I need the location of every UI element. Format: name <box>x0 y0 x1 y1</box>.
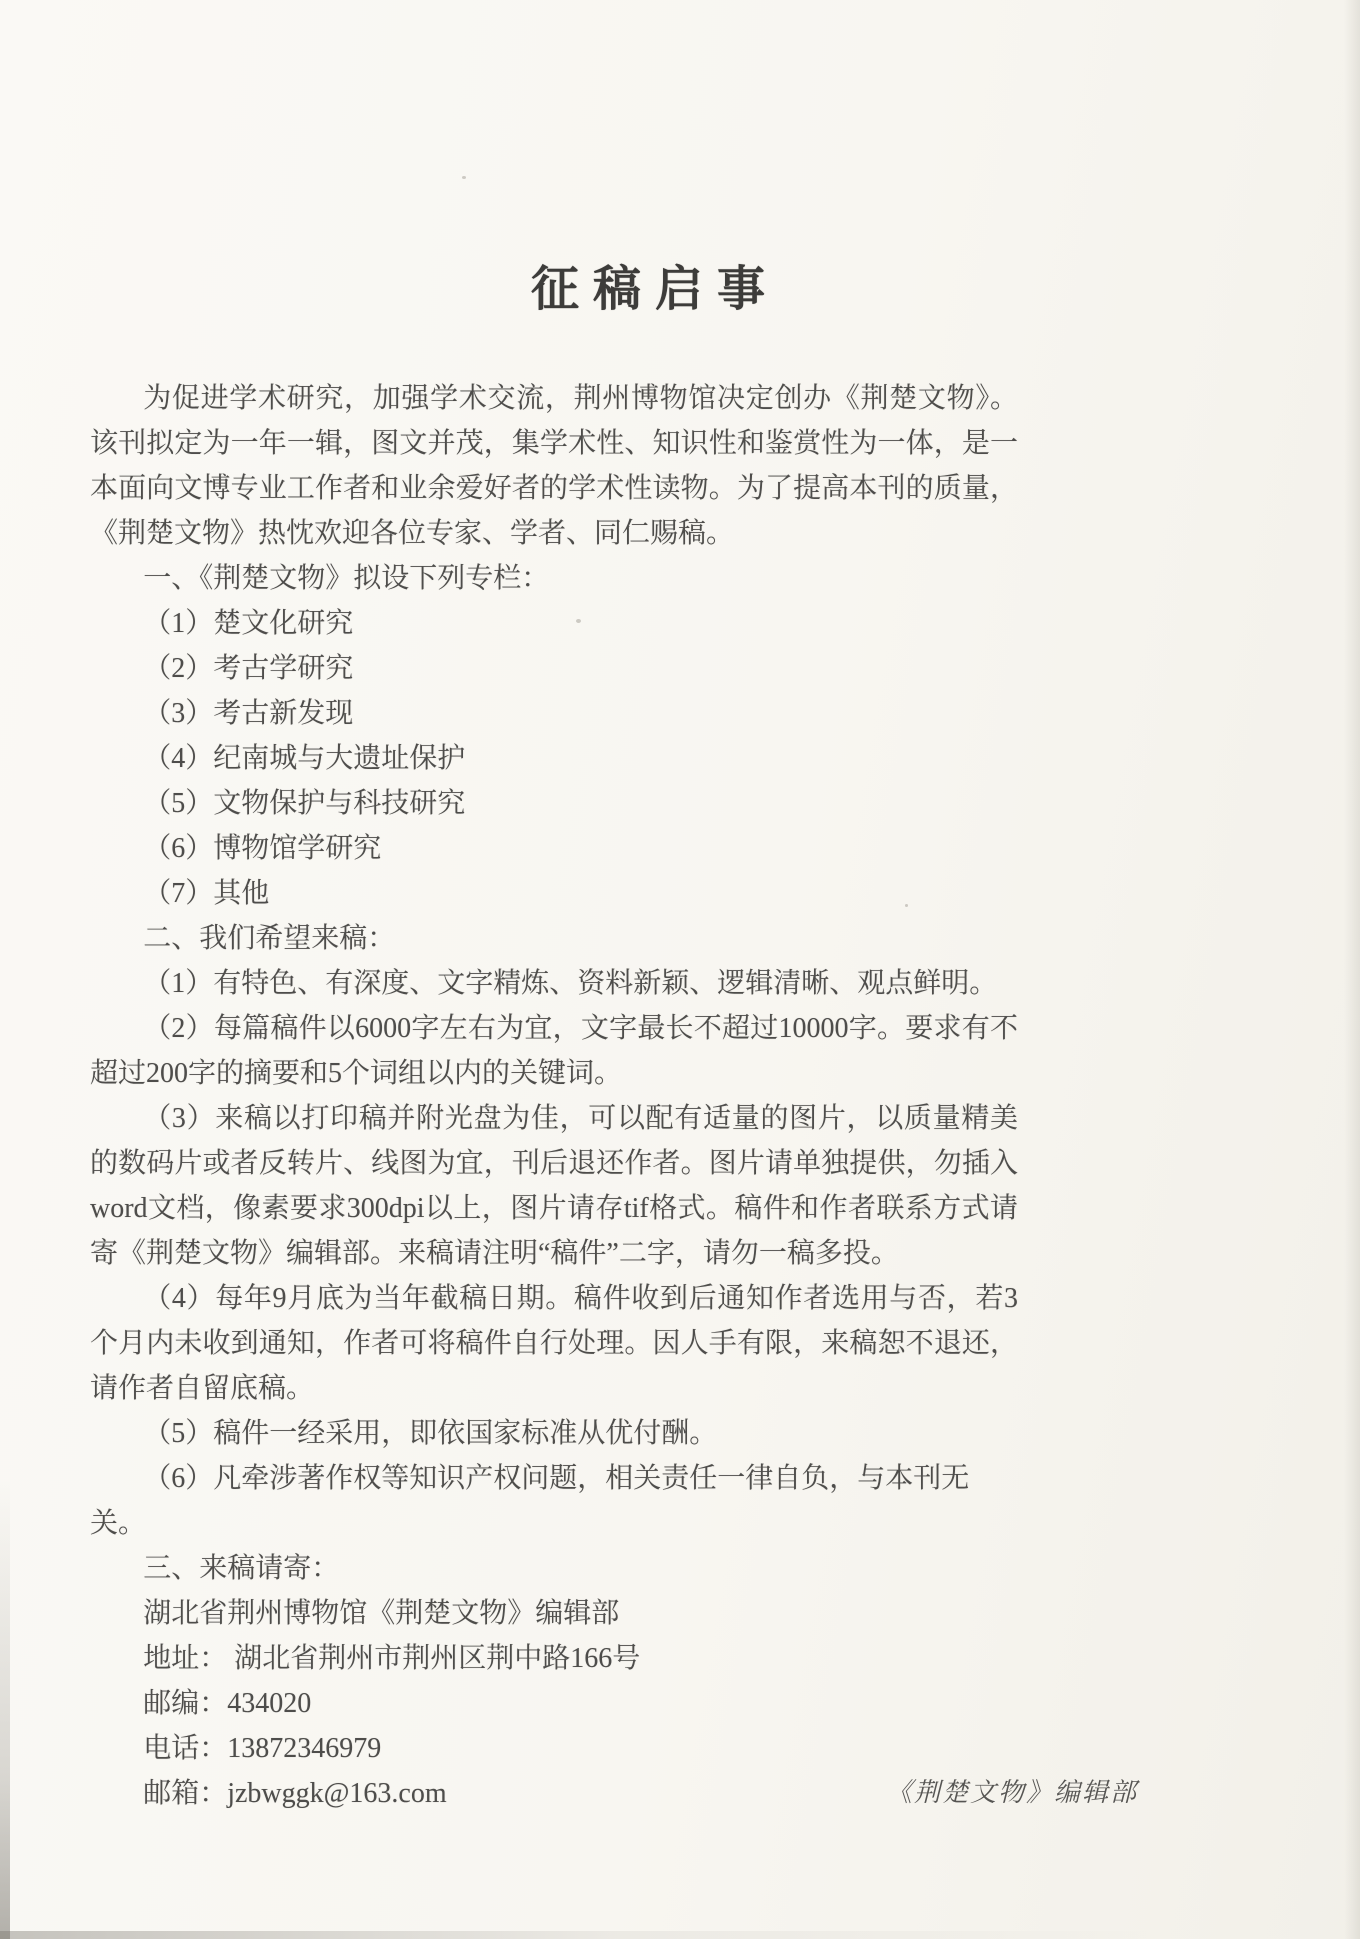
scan-shadow-right <box>1344 0 1360 1939</box>
text-line: 为促进学术研究，加强学术交流，荆州博物馆决定创办《荆楚文物》。该刊拟定为一年一辑，图文并茂，集学术性、知识性和鉴赏性为一体，是一本面向文博专业工作者和业余爱好者的学术性读物。为了提高本刊的质量，《荆楚文物》热忱欢迎各位专家、学者、同仁赐稿。 <box>90 383 1018 549</box>
text-line: （5）稿件一经采用，即依国家标准从优付酬。 <box>143 1418 718 1449</box>
scan-shadow-left <box>0 1480 10 1939</box>
scan-speck <box>905 904 908 907</box>
text-line: 一、《荆楚文物》拟设下列专栏： <box>143 563 550 594</box>
text-line: （4）纪南城与大遗址保护 <box>143 743 466 774</box>
scan-shadow-bottom <box>0 1931 1360 1939</box>
text-line: 邮箱：jzbwggk@163.com <box>143 1778 447 1809</box>
text-line: （4）每年9月底为当年截稿日期。稿件收到后通知作者选用与否，若3个月内未收到通知，作者可将稿件自行处理。因人手有限，来稿恕不退还，请作者自留底稿。 <box>90 1283 1018 1404</box>
text-line: （5）文物保护与科技研究 <box>143 788 466 819</box>
text-line: （1）楚文化研究 <box>143 608 354 639</box>
page-title: 征稿启事 <box>531 263 780 316</box>
document-body <box>90 376 1018 1816</box>
text-line: 电话：13872346979 <box>143 1733 382 1764</box>
text-line: （6）凡牵涉著作权等知识产权问题，相关责任一律自负，与本刊无关。 <box>90 1463 970 1539</box>
scan-speck <box>576 619 581 623</box>
text-line: （1）有特色、有深度、文字精炼、资料新颖、逻辑清晰、观点鲜明。 <box>143 968 998 999</box>
text-line: 三、来稿请寄： <box>143 1553 340 1584</box>
text-line: （2）每篇稿件以6000字左右为宜，文字最长不超过10000字。要求有不超过200字的摘要和5个词组以内的关键词。 <box>90 1013 1018 1089</box>
text-line: 湖北省荆州博物馆《荆楚文物》编辑部 <box>143 1598 620 1629</box>
text-line: （2）考古学研究 <box>143 653 354 684</box>
editorial-signature: 《荆楚文物》编辑部 <box>886 1778 1139 1807</box>
text-line: （3）考古新发现 <box>143 698 354 729</box>
text-line: 邮编：434020 <box>143 1688 312 1719</box>
text-line: （3）来稿以打印稿并附光盘为佳，可以配有适量的图片，以质量精美的数码片或者反转片、线图为宜，刊后退还作者。图片请单独提供，勿插入word文档，像素要求300dpi以上，图片请存tif格式。稿件和作者联系方式请寄《荆楚文物》编辑部。来稿请注明“稿件”二字，请勿一稿多投。 <box>90 1103 1018 1269</box>
text-line: （6）博物馆学研究 <box>143 833 382 864</box>
scan-speck <box>462 176 466 179</box>
text-line: 二、我们希望来稿： <box>143 923 396 954</box>
text-line: （7）其他 <box>143 878 270 909</box>
text-line: 地址： 湖北省荆州市荆州区荆中路166号 <box>143 1643 641 1674</box>
